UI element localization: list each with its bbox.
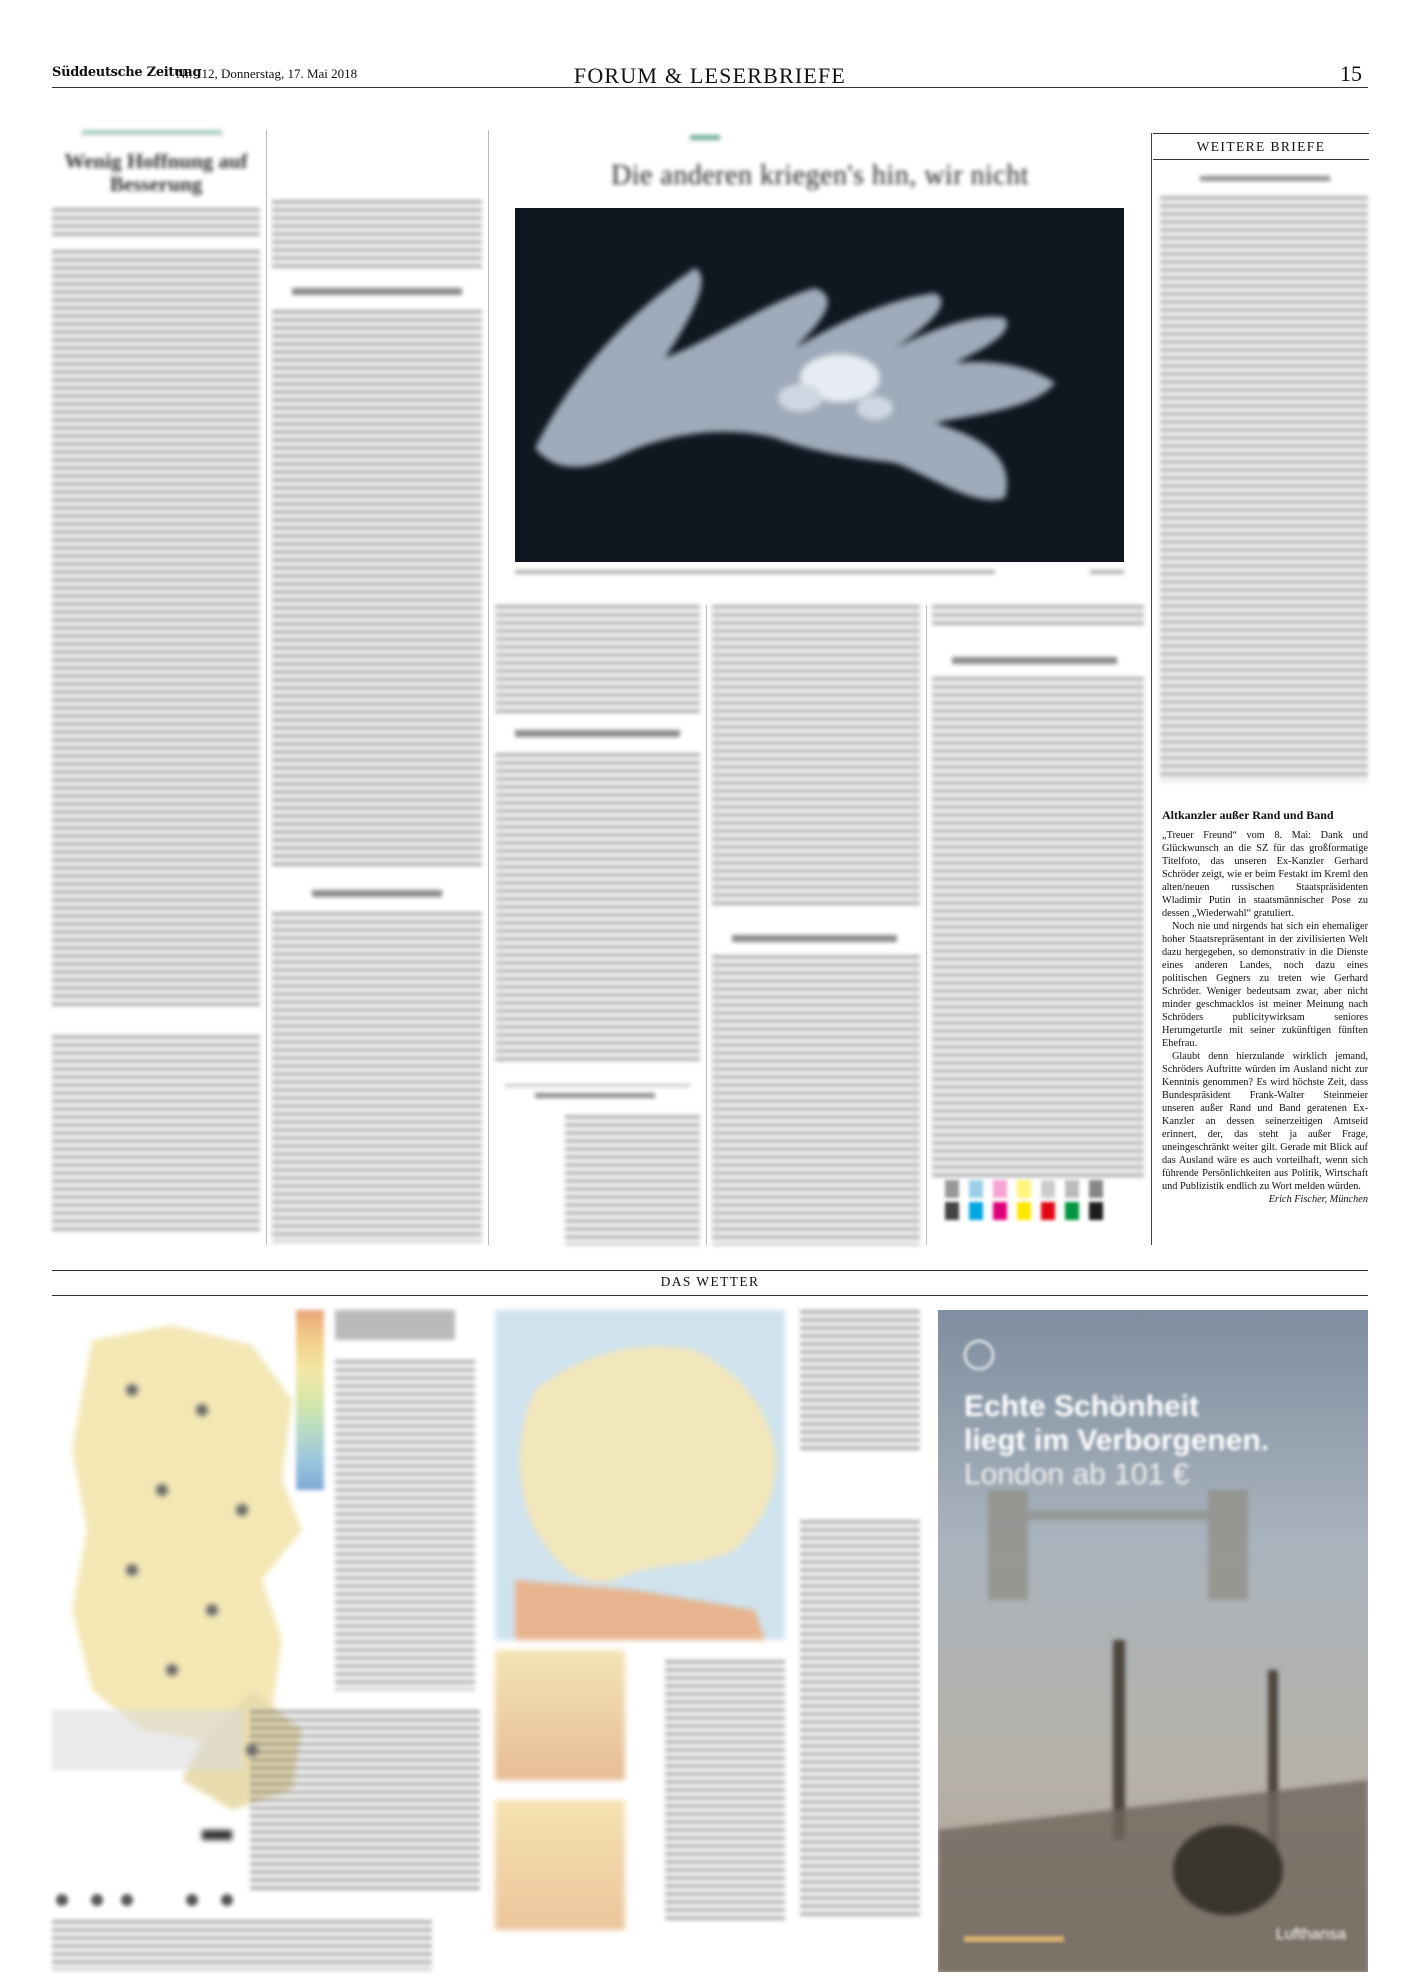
column-4 [712, 605, 920, 1245]
letter-headline: Altkanzler außer Rand und Band [1162, 808, 1334, 822]
newspaper-logo: Süddeutsche Zeitung [52, 65, 202, 80]
hands-coins-image [515, 208, 1124, 562]
weather-city-table-4 [800, 1520, 920, 1920]
sidebar-weitere-briefe [1153, 133, 1369, 160]
left-article [52, 130, 260, 1245]
main-article-kicker [690, 135, 720, 140]
column-3 [495, 605, 700, 1245]
left-article-headline: Wenig Hoffnung auf Besserung [64, 149, 248, 196]
main-article-headline: Die anderen kriegen's hin, wir nicht [610, 160, 1030, 191]
temperature-legend [296, 1310, 324, 1490]
asia-weather-map [495, 1650, 625, 1780]
column-5 [932, 605, 1144, 1245]
masthead [52, 63, 1368, 88]
ad-brand-logo: Lufthansa [1275, 1926, 1346, 1943]
letter-altkanzler [1162, 808, 1368, 1205]
sidebar-blurred-letters [1160, 170, 1368, 790]
column-2 [272, 200, 482, 1245]
page-number: 15 [1340, 61, 1362, 86]
issue-info: Nr. 112, Donnerstag, 17. Mai 2018 [176, 66, 358, 81]
sidebar-title: WEITERE BRIEFE [1153, 134, 1369, 160]
ad-headline-2: liegt im Verborgenen. [964, 1424, 1270, 1457]
article-photo [515, 208, 1124, 562]
weather-section-title: DAS WETTER [660, 1274, 760, 1289]
ad-headline-1: Echte Schönheit [964, 1390, 1200, 1423]
america-weather-map [495, 1800, 625, 1930]
weather-city-table-2 [665, 1660, 785, 1920]
weather-city-table-1 [250, 1710, 480, 1890]
ad-headline-3: London ab 101 € [964, 1458, 1190, 1491]
lufthansa-advertisement[interactable] [938, 1310, 1368, 1972]
photo-caption [515, 570, 995, 576]
weather-small-maps [52, 1710, 242, 1790]
print-color-bars [945, 1180, 1140, 1240]
ad-tagline [964, 1936, 1064, 1942]
europe-weather-map [495, 1310, 785, 1640]
letter-paragraph: Noch nie und nirgends hat sich ein ehemaliger hoher Staatsrepräsentant in der zivilisierten Welt dazu hergegeben, so demonstrativ in die Dienste eines anderen Landes, noch dazu eines politischen Gegners zu treten wie Gerhard Schröder. Weniger bedeutsam zwar, aber nicht minder geschmacklos ist meiner Meinung nach Schröders publicitywirksam seniores Herumgeturtle mit seiner zukünftigen fünften Ehefrau. [1162, 921, 1368, 1049]
weather-forecast-text [335, 1310, 475, 1700]
section-title: FORUM & LESERBRIEFE [573, 63, 847, 88]
weather-city-table-3 [800, 1310, 920, 1450]
letter-signature: Erich Fischer, München [1268, 1194, 1368, 1205]
letter-paragraph: Glaubt denn hierzulande wirklich jemand, Schröders Auftritte würden im Ausland nicht zur Kenntnis genommen? Es wird höchste Zeit, dass Bundespräsident Frank-Walter Steinmeier unseren außer Rand und Band geratenen Ex-Kanzler an dessen seinerzeitigen Amtseid erinnert, der, das steht ja außer Frage, uneingeschränkt weiter gilt. Gerade mit Blick auf das Ausland wäre es auch vorteilhaft, wenn sich führende Persönlichkeiten aus Politik, Wirtschaft und Publizistik endlich zu Wort melden würden. [1162, 1051, 1368, 1192]
weather-icon-row [52, 1890, 252, 1910]
lufthansa-crane-icon [964, 1340, 994, 1370]
letter-paragraph: „Treuer Freund“ vom 8. Mai: Dank und Glückwunsch an die SZ für das großformatige Titelfoto, das unseren Ex-Kanzler Gerhard Schröder zeigt, wie er beim Festakt im Kreml den alten/neuen russischen Staatspräsidenten Wladimir Putin in staatsmännischer Pose zu dessen „Wiederwahl“ gratuliert. [1162, 830, 1368, 919]
weather-footnotes [52, 1920, 432, 1970]
